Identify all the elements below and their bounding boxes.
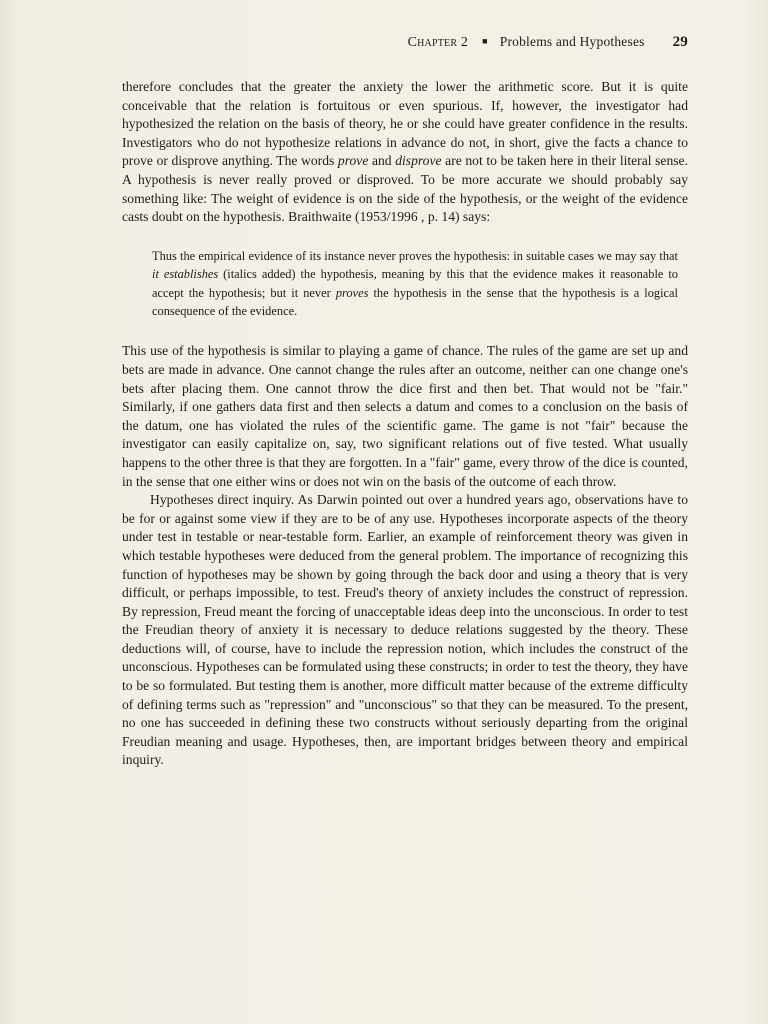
- p1-and: and: [368, 153, 396, 169]
- p1-text: therefore concludes that the greater the anxiety the lower the arithmetic score. But it is quite conceivable that the relation is fortuitous or even spurious. If, however, the investigator had hypothesized the relation on the basis of theory, he or she could have greater confidence in the results. Investigators who do not hypothesize relations in advance do not, in short, give the facts a chance to prove or disprove anything. The words: [122, 79, 688, 169]
- p1-end: are not to be taken here in their literal sense. A hypothesis is never really proved or disproved. To be more accurate we should probably say something like: The weight of evidence is on the side of the hypothesis, or the weight of the evidence casts doubt on the hypothesis. Braithwaite (1953/1996 , p. 14) says:: [122, 153, 688, 225]
- quote-emphasis-proves: proves: [335, 285, 369, 300]
- p1-emphasis-disprove: disprove: [395, 153, 442, 169]
- header-bullet: ■: [482, 36, 488, 46]
- p1-emphasis-prove: prove: [337, 153, 369, 169]
- paragraph-2: This use of the hypothesis is similar to playing a game of chance. The rules of the game are set up and bets are made in advance. One cannot change the rules after an outcome, neither can one change one's bets after placing them. One cannot throw the dice first and then bet. That would not be "fair." Similarly, if one gathers data first and then selects a datum and comes to a conclusion on the basis of the datum, one has violated the rules of the scientific game. The game is not "fair" because the investigator can easily capitalize on, say, two significant relations out of five tested. What usually happens to the other three is that they are forgotten. In a "fair" game, every throw of the dice is counted, in the sense that one either wins or does not win on the basis of the outcome of each throw.: [122, 343, 688, 489]
- quote-part-b: (italics added) the hypothesis, meaning by this that the evidence makes it reasonable to accept the hypothesis; but it never: [152, 267, 678, 300]
- quote-emphasis-establishes: it establishes: [152, 267, 219, 282]
- running-header: [122, 34, 688, 56]
- body-text: [122, 78, 688, 770]
- block-quote: [152, 247, 678, 321]
- quote-part-c: the hypothesis in the sense that the hypothesis is a logical consequence of the evidence.: [152, 285, 678, 318]
- chapter-label: Chapter 2: [407, 35, 469, 50]
- paragraph-1: [122, 78, 688, 227]
- page-number: 29: [672, 34, 688, 50]
- quote-part-a: Thus the empirical evidence of its instance never proves the hypothesis: in suitable cases we may say that: [152, 248, 678, 263]
- section-title: Problems and Hypotheses: [499, 34, 645, 49]
- paragraph-3: Hypotheses direct inquiry. As Darwin pointed out over a hundred years ago, observations have to be for or against some view if they are to be of any use. Hypotheses incorporate aspects of the theory under test in testable or near-testable form. Earlier, an example of reinforcement theory was given in which testable hypotheses were deduced from the general problem. The importance of recognizing this function of hypotheses may be shown by going through the back door and using a theory that is very difficult, or perhaps impossible, to test. Freud's theory of anxiety includes the construct of repression. By repression, Freud meant the forcing of unacceptable ideas deep into the unconscious. In order to test the Freudian theory of anxiety it is necessary to deduce relations suggested by the theory. These deductions will, of course, have to include the repression notion, which includes the construct of the unconscious. Hypotheses can be formulated using these constructs; in order to test the theory, they have to be so formulated. But testing them is another, more difficult matter because of the extreme difficulty of defining terms such as "repression" and "unconscious" so that they can be measured. To the present, no one has succeeded in defining these two constructs without seriously departing from the original Freudian meaning and usage. Hypotheses, then, are important bridges between theory and empirical inquiry.: [122, 492, 688, 768]
